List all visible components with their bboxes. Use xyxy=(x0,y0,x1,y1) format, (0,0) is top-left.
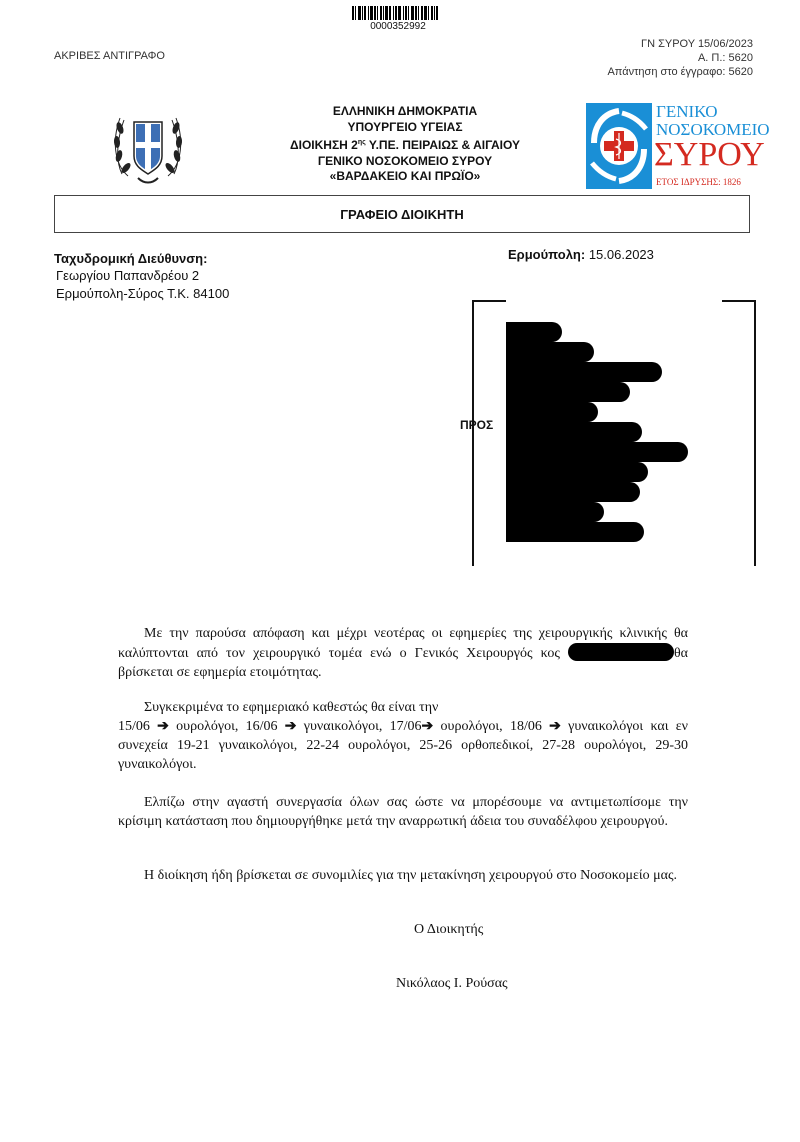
paragraph-on-call-end: θα βρίσκεται σε εφημερία ετοιμότητας. xyxy=(118,646,688,680)
redaction-bar xyxy=(506,502,604,522)
institution-header xyxy=(250,104,560,185)
arrow-icon: ➔ xyxy=(157,719,169,734)
protocol-reply: Απάντηση στο έγγραφο: 5620 xyxy=(607,66,753,78)
name-redaction xyxy=(568,643,674,661)
arrow-icon: ➔ xyxy=(549,719,561,734)
paragraph-cooperation-text: Ελπίζω στην αγαστή συνεργασία όλων σας ώστε να μπορέσουμε να αντιμετωπίσομε την κρίσιμη κατάσταση που δημιουργήθηκε μετά την αναρρωτική άδεια του συναδέλφου χειρουργού. xyxy=(118,795,688,829)
address-city: Ερμούπολη-Σύρος Τ.Κ. 84100 xyxy=(56,286,230,301)
redaction-bar xyxy=(506,342,594,362)
hospital-logo-text3: ΣΥΡΟΥ xyxy=(654,136,765,173)
document-date xyxy=(508,247,654,262)
greek-emblem-icon xyxy=(112,104,184,186)
redaction-bar xyxy=(506,362,662,382)
header-hospital: ΓΕΝΙΚΟ ΝΟΣΟΚΟΜΕΙΟ ΣΥΡΟΥ xyxy=(317,153,493,168)
protocol-number: Α. Π.: 5620 xyxy=(697,52,753,64)
signature-name: Νικόλαος Ι. Ρούσας xyxy=(396,976,508,991)
redaction-bar xyxy=(506,462,648,482)
recipient-label: ΠΡΟΣ xyxy=(460,418,494,432)
redaction-bar xyxy=(506,522,644,542)
hospital-logo-text2: ΝΟΣΟΚΟΜΕΙΟ xyxy=(656,120,770,139)
paragraph-schedule xyxy=(118,698,688,774)
office-title: ΓΡΑΦΕΙΟ ΔΙΟΙΚΗΤΗ xyxy=(340,206,464,222)
address-street: Γεωργίου Παπανδρέου 2 xyxy=(56,268,200,283)
recipient-bracket-right xyxy=(722,300,756,566)
arrow-icon: ➔ xyxy=(284,719,297,734)
date-label: Ερμούπολη: xyxy=(508,247,586,262)
header-region-pre: ΔΙΟΙΚΗΣΗ 2 xyxy=(290,138,358,152)
schedule-seg: ουρολόγοι, 16/06 xyxy=(168,719,285,734)
date-value: 15.06.2023 xyxy=(585,247,654,262)
barcode-number: 0000352992 xyxy=(370,21,426,32)
protocol-block xyxy=(607,37,753,79)
paragraph-on-call xyxy=(118,624,688,682)
protocol-line: ΓΝ ΣΥΡΟΥ 15/06/2023 xyxy=(641,38,753,50)
redaction-bar xyxy=(506,422,642,442)
schedule-seg: 15/06 xyxy=(118,719,158,734)
address-title: Ταχυδρομική Διεύθυνση: xyxy=(54,251,208,266)
recipient-bracket-left xyxy=(472,300,506,566)
hospital-logo-text1: ΓΕΝΙΚΟ xyxy=(656,102,718,121)
header-region-sup: ης xyxy=(357,139,366,146)
paragraph-on-call-text: Με την παρούσα απόφαση και μέχρι νεοτέρας οι εφημερίες της χειρουργικής κλινικής θα καλύπτονται από τον χειρουργικό τομέα ενώ ο Γενικός Χειρουργός κος xyxy=(118,626,688,661)
hospital-founded: ΕΤΟΣ ΙΔΡΥΣΗΣ: 1826 xyxy=(656,177,741,187)
paragraph-negotiation-text: Η διοίκηση ήδη βρίσκεται σε συνομιλίες για την μετακίνηση χειρουργού στο Νοσοκομείο μας. xyxy=(144,868,678,883)
schedule-seg: γυναικολόγοι, 17/06 xyxy=(296,719,422,734)
hospital-emblem-icon xyxy=(586,103,652,189)
arrow-icon: ➔ xyxy=(421,719,434,734)
redaction-bar xyxy=(506,322,562,342)
barcode xyxy=(352,6,444,20)
hospital-logo xyxy=(586,102,770,189)
paragraph-cooperation xyxy=(118,793,688,831)
schedule-seg: ουρολόγοι, 18/06 xyxy=(433,719,550,734)
header-republic: ΕΛΛΗΝΙΚΗ ΔΗΜΟΚΡΑΤΙΑ xyxy=(332,104,478,118)
schedule-intro xyxy=(118,698,688,717)
office-title-box xyxy=(54,195,750,233)
schedule-details xyxy=(118,717,688,774)
schedule-intro-text: Συγκεκριμένα το εφημεριακό καθεστώς θα είναι την xyxy=(144,700,439,715)
certified-copy-label: ΑΚΡΙΒΕΣ ΑΝΤΙΓΡΑΦΟ xyxy=(54,50,165,62)
header-region-post: Υ.ΠΕ. ΠΕΙΡΑΙΩΣ & ΑΙΓΑΙΟΥ xyxy=(365,138,520,152)
redaction-bar xyxy=(506,482,640,502)
signature-title: Ο Διοικητής xyxy=(414,922,484,937)
recipient-redaction xyxy=(506,322,688,542)
header-ministry: ΥΠΟΥΡΓΕΙΟ ΥΓΕΙΑΣ xyxy=(347,119,463,134)
redaction-bar xyxy=(506,382,630,402)
header-region xyxy=(250,135,560,154)
paragraph-negotiation xyxy=(118,866,688,885)
header-hospital-alias: «ΒΑΡΔΑΚΕΙΟ ΚΑΙ ΠΡΩΪΟ» xyxy=(329,169,481,183)
schedule-seg: γυναικολόγοι και εν συνεχεία 19-21 γυναικολόγοι, 22-24 ουρολόγοι, 25-26 ορθοπεδικοί, 27-28 ουρολόγοι, 29-30 γυναικολόγοι. xyxy=(118,719,688,772)
redaction-bar xyxy=(506,402,598,422)
redaction-bar xyxy=(506,442,688,462)
